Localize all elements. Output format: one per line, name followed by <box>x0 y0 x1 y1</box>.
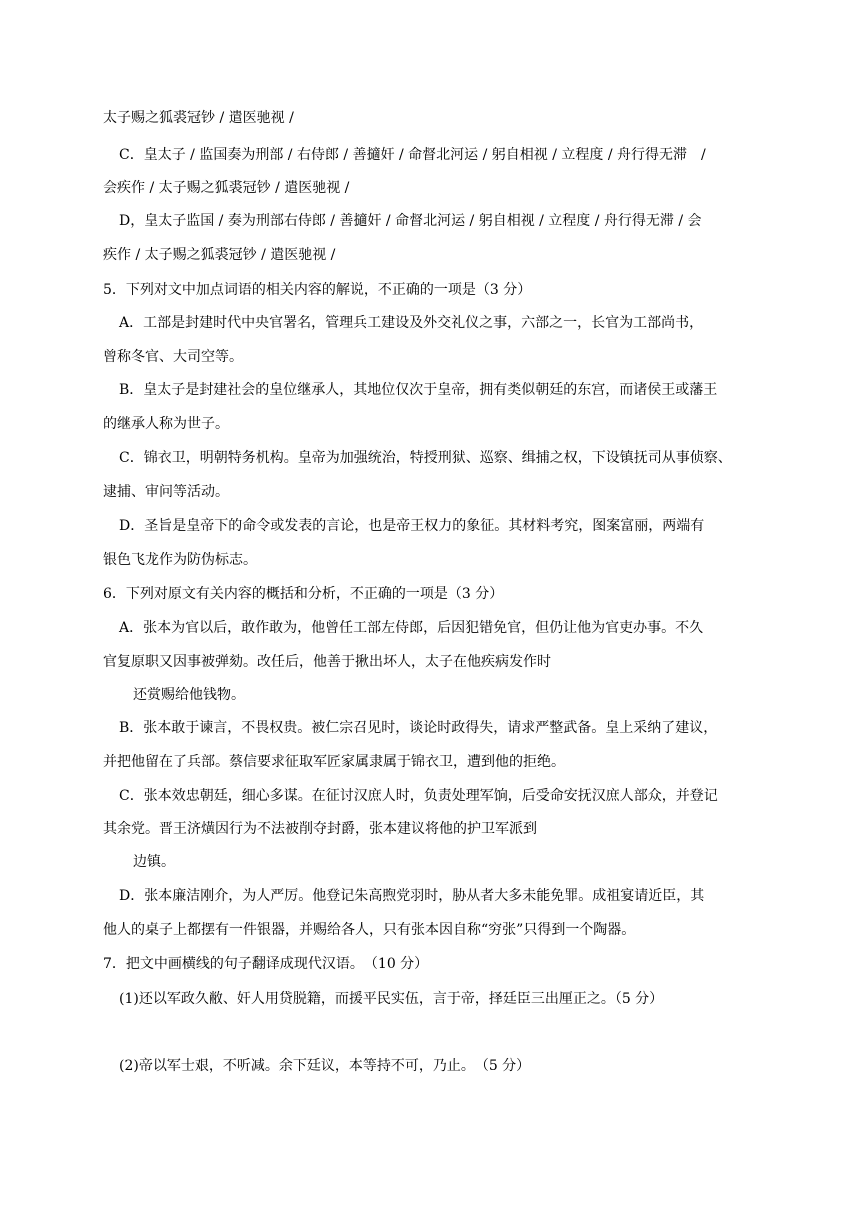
text-line: 太子赐之狐裘冠钞 / 遣医驰视 / <box>103 110 294 126</box>
q7-sentence-2: (2)帝以军士艰，不听减。余下廷议，本等持不可，乃止。 （5 分） <box>119 1058 531 1074</box>
text-line: 逮捕、审问等活动。 <box>103 484 229 500</box>
q6-option-a-line-1: A．张本为官以后，敢作敢为，他曾任工部左侍郎，后因犯错免官，但仍让他为官吏办事。不久 <box>119 620 704 636</box>
q6-option-b-line-1: B．张本敢于谏言，不畏权贵。被仁宗召见时，谈论时政得失，请求严整武备。皇上采纳了建议， <box>119 720 718 736</box>
text-line: 银色飞龙作为防伪标志。 <box>103 552 257 568</box>
text-line: 会疾作 / 太子赐之狐裘冠钞 / 遣医驰视 / <box>103 180 350 196</box>
text-line: 并把他留在了兵部。蔡信要求征取军匠家属隶属于锦衣卫，遭到他的拒绝。 <box>103 754 565 770</box>
option-c-line-1: C．皇太子 / 监国奏为刑部 / 右侍郎 / 善擿奸 / 命督北河运 / 躬自相视 / 立程度 / 舟行得无滞 / <box>119 147 706 163</box>
question-7-stem: 7．把文中画横线的句子翻译成现代汉语。 （10 分） <box>103 956 429 972</box>
q6-option-c-line-1: C．张本效忠朝廷，细心多谋。在征讨汉庶人时，负责处理军饷，后受命安抚汉庶人部众，并登记 <box>119 788 718 804</box>
text-line: 曾称冬官、大司空等。 <box>103 349 243 365</box>
text-line: 官复原职又因事被弹劾。改任后，他善于揪出坏人，太子在他疾病发作时 <box>103 654 551 670</box>
q6-option-d-line-1: D．张本廉洁刚介，为人严厉。他登记朱高煦党羽时，胁从者大多未能免罪。成祖宴请近臣，其 <box>119 888 705 904</box>
text-line: 其余党。晋王济熿因行为不法被削夺封爵，张本建议将他的护卫军派到 <box>103 821 537 837</box>
q5-option-c-line-1: C．锦衣卫，明朝特务机构。皇帝为加强统治，特授刑狱、巡察、缉捕之权，下设镇抚司从事侦察、 <box>119 450 732 466</box>
q7-sentence-1: (1)还以军政久敝、奸人用贷脱籍，而援平民实伍，言于帝，择廷臣三出厘正之。（5 分） <box>119 991 664 1007</box>
q5-option-a-line-1: A．工部是封建时代中央官署名，管理兵工建设及外交礼仪之事，六部之一，长官为工部尚书， <box>119 315 704 331</box>
text-line: 他人的桌子上都摆有一件银器，并赐给各人，只有张本因自称“穷张”只得到一个陶器。 <box>103 922 636 938</box>
text-line: 边镇。 <box>133 854 175 870</box>
text-line: 的继承人称为世子。 <box>103 416 229 432</box>
text-line: 还赏赐给他钱物。 <box>133 687 245 703</box>
question-5-stem: 5．下列对文中加点词语的相关内容的解说，不正确的一项是（3 分） <box>103 282 532 298</box>
text-line: 疾作 / 太子赐之狐裘冠钞 / 遣医驰视 / <box>103 247 336 263</box>
q5-option-d-line-1: D．圣旨是皇帝下的命令或发表的言论，也是帝王权力的象征。其材料考究，图案富丽，两端有 <box>119 518 705 534</box>
option-d-line-1: D，皇太子监国 / 奏为刑部右侍郎 / 善擿奸 / 命督北河运 / 躬自相视 / 立程度 / 舟行得无滞 / 会 <box>119 213 702 229</box>
q5-option-b-line-1: B．皇太子是封建社会的皇位继承人，其地位仅次于皇帝，拥有类似朝廷的东宫，而诸侯王或藩王 <box>119 382 718 398</box>
question-6-stem: 6．下列对原文有关内容的概括和分析，不正确的一项是（3 分） <box>103 586 504 602</box>
